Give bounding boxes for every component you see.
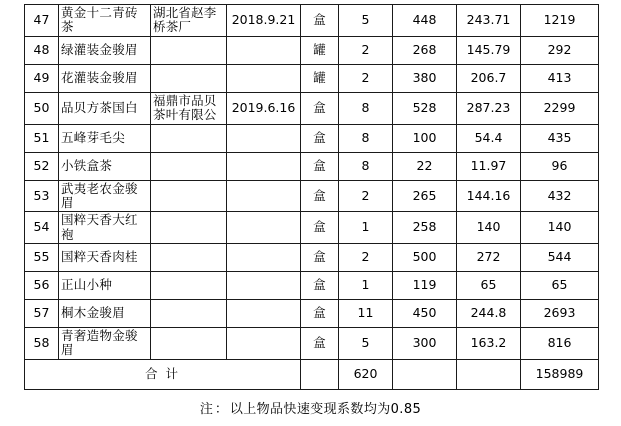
cell-quantity: 8 xyxy=(339,124,393,152)
cell-unit: 盒 xyxy=(301,212,339,244)
cell-unit: 盒 xyxy=(301,5,339,37)
cell-unit: 罐 xyxy=(301,64,339,92)
summary-discount-blank xyxy=(457,359,521,389)
cell-product-name: 花灌装金骏眉 xyxy=(59,64,151,92)
cell-quantity: 5 xyxy=(339,328,393,360)
cell-product-name: 国粹天香肉桂 xyxy=(59,244,151,272)
cell-unit: 盒 xyxy=(301,124,339,152)
cell-unit: 盒 xyxy=(301,180,339,212)
cell-unit: 罐 xyxy=(301,36,339,64)
table-row xyxy=(25,124,599,152)
cell-discount-price: 145.79 xyxy=(457,36,521,64)
cell-index: 57 xyxy=(25,300,59,328)
cell-amount: 413 xyxy=(521,64,599,92)
footnote xyxy=(0,398,621,417)
table-row xyxy=(25,36,599,64)
summary-label: 合 计 xyxy=(25,359,301,389)
cell-index: 56 xyxy=(25,272,59,300)
cell-quantity: 8 xyxy=(339,92,393,124)
cell-product-name: 绿灌装金骏眉 xyxy=(59,36,151,64)
summary-unit-blank xyxy=(301,359,339,389)
summary-amount: 158989 xyxy=(521,359,599,389)
cell-price: 119 xyxy=(393,272,457,300)
cell-discount-price: 65 xyxy=(457,272,521,300)
cell-date xyxy=(227,272,301,300)
table-row xyxy=(25,328,599,360)
cell-quantity: 11 xyxy=(339,300,393,328)
cell-date xyxy=(227,300,301,328)
cell-product-name: 五峰芽毛尖 xyxy=(59,124,151,152)
cell-discount-price: 206.7 xyxy=(457,64,521,92)
cell-price: 265 xyxy=(393,180,457,212)
table-row xyxy=(25,5,599,37)
cell-index: 50 xyxy=(25,92,59,124)
cell-discount-price: 140 xyxy=(457,212,521,244)
cell-date xyxy=(227,152,301,180)
cell-manufacturer xyxy=(151,272,227,300)
cell-manufacturer xyxy=(151,64,227,92)
cell-index: 51 xyxy=(25,124,59,152)
cell-discount-price: 144.16 xyxy=(457,180,521,212)
cell-unit: 盒 xyxy=(301,300,339,328)
cell-unit: 盒 xyxy=(301,328,339,360)
cell-quantity: 2 xyxy=(339,244,393,272)
cell-manufacturer: 福鼎市品贝茶叶有限公 xyxy=(151,92,227,124)
cell-index: 49 xyxy=(25,64,59,92)
cell-unit: 盒 xyxy=(301,244,339,272)
cell-product-name: 正山小种 xyxy=(59,272,151,300)
cell-amount: 140 xyxy=(521,212,599,244)
cell-manufacturer xyxy=(151,36,227,64)
cell-product-name: 武夷老农金骏眉 xyxy=(59,180,151,212)
table-summary-row xyxy=(25,359,599,389)
cell-product-name: 品贝方茶国白 xyxy=(59,92,151,124)
cell-date xyxy=(227,124,301,152)
table-row xyxy=(25,180,599,212)
footnote-text: 以上物品快速变现系数均为0.85 xyxy=(229,402,422,417)
cell-manufacturer xyxy=(151,124,227,152)
cell-index: 47 xyxy=(25,5,59,37)
cell-manufacturer xyxy=(151,328,227,360)
cell-product-name: 桐木金骏眉 xyxy=(59,300,151,328)
cell-amount: 65 xyxy=(521,272,599,300)
cell-unit: 盒 xyxy=(301,152,339,180)
cell-date xyxy=(227,328,301,360)
cell-amount: 2299 xyxy=(521,92,599,124)
cell-price: 500 xyxy=(393,244,457,272)
cell-date: 2019.6.16 xyxy=(227,92,301,124)
cell-discount-price: 243.71 xyxy=(457,5,521,37)
cell-price: 100 xyxy=(393,124,457,152)
cell-index: 53 xyxy=(25,180,59,212)
cell-product-name: 青奢造物金骏眉 xyxy=(59,328,151,360)
table-row xyxy=(25,152,599,180)
cell-quantity: 1 xyxy=(339,212,393,244)
cell-amount: 292 xyxy=(521,36,599,64)
cell-discount-price: 244.8 xyxy=(457,300,521,328)
cell-price: 528 xyxy=(393,92,457,124)
table-row xyxy=(25,64,599,92)
cell-index: 48 xyxy=(25,36,59,64)
cell-price: 300 xyxy=(393,328,457,360)
cell-quantity: 2 xyxy=(339,64,393,92)
cell-price: 258 xyxy=(393,212,457,244)
table-row xyxy=(25,300,599,328)
cell-amount: 816 xyxy=(521,328,599,360)
cell-discount-price: 287.23 xyxy=(457,92,521,124)
cell-amount: 2693 xyxy=(521,300,599,328)
cell-amount: 432 xyxy=(521,180,599,212)
cell-price: 268 xyxy=(393,36,457,64)
cell-quantity: 2 xyxy=(339,36,393,64)
table-row xyxy=(25,244,599,272)
cell-product-name: 小铁盒茶 xyxy=(59,152,151,180)
cell-manufacturer xyxy=(151,212,227,244)
cell-date xyxy=(227,212,301,244)
cell-quantity: 1 xyxy=(339,272,393,300)
cell-date xyxy=(227,36,301,64)
cell-manufacturer xyxy=(151,300,227,328)
summary-quantity: 620 xyxy=(339,359,393,389)
cell-quantity: 2 xyxy=(339,180,393,212)
cell-discount-price: 54.4 xyxy=(457,124,521,152)
cell-index: 54 xyxy=(25,212,59,244)
cell-price: 448 xyxy=(393,5,457,37)
cell-price: 380 xyxy=(393,64,457,92)
cell-amount: 544 xyxy=(521,244,599,272)
cell-amount: 435 xyxy=(521,124,599,152)
table-row xyxy=(25,212,599,244)
cell-amount: 1219 xyxy=(521,5,599,37)
cell-amount: 96 xyxy=(521,152,599,180)
cell-quantity: 5 xyxy=(339,5,393,37)
cell-date xyxy=(227,64,301,92)
cell-unit: 盒 xyxy=(301,272,339,300)
cell-date xyxy=(227,244,301,272)
cell-price: 450 xyxy=(393,300,457,328)
cell-discount-price: 272 xyxy=(457,244,521,272)
cell-product-name: 国粹天香大红袍 xyxy=(59,212,151,244)
table-row xyxy=(25,272,599,300)
cell-manufacturer xyxy=(151,152,227,180)
inventory-table xyxy=(24,4,599,390)
cell-discount-price: 11.97 xyxy=(457,152,521,180)
cell-quantity: 8 xyxy=(339,152,393,180)
cell-index: 55 xyxy=(25,244,59,272)
cell-manufacturer xyxy=(151,244,227,272)
cell-date: 2018.9.21 xyxy=(227,5,301,37)
cell-manufacturer: 湖北省赵李桥茶厂 xyxy=(151,5,227,37)
table-row xyxy=(25,92,599,124)
footnote-label: 注： xyxy=(199,402,230,417)
cell-unit: 盒 xyxy=(301,92,339,124)
table-body xyxy=(25,5,599,390)
cell-manufacturer xyxy=(151,180,227,212)
cell-price: 22 xyxy=(393,152,457,180)
cell-date xyxy=(227,180,301,212)
cell-discount-price: 163.2 xyxy=(457,328,521,360)
cell-index: 58 xyxy=(25,328,59,360)
summary-price-blank xyxy=(393,359,457,389)
cell-product-name: 黄金十二青砖茶 xyxy=(59,5,151,37)
cell-index: 52 xyxy=(25,152,59,180)
